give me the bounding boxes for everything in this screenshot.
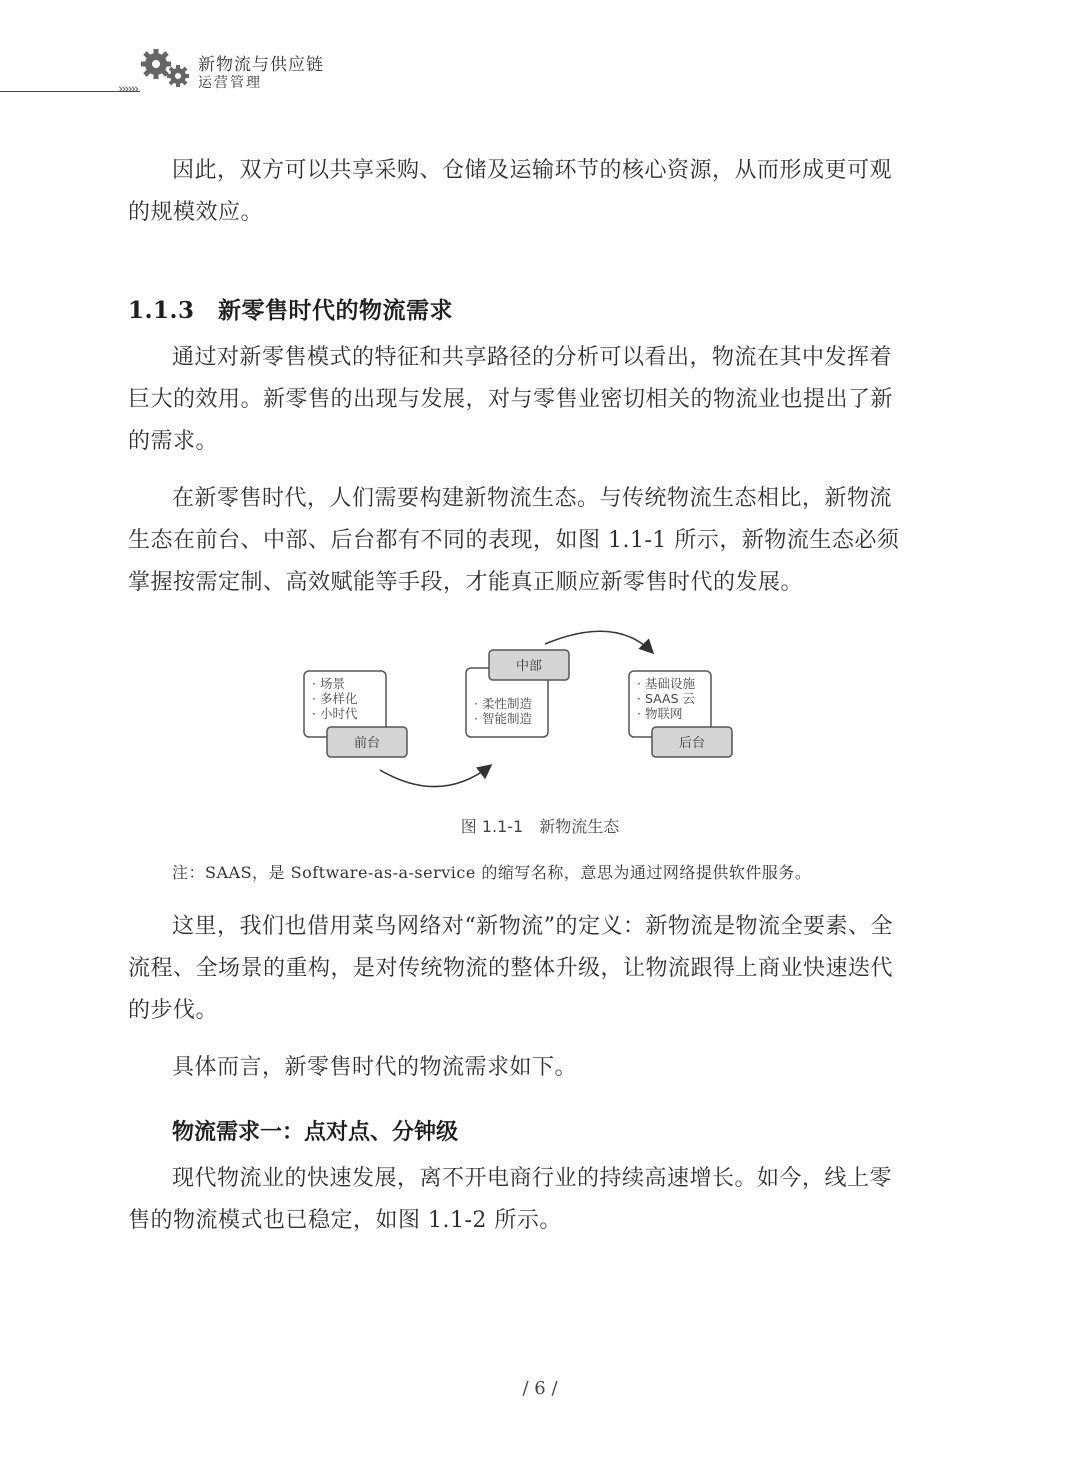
new-logistics-ecosystem-diagram: [290, 620, 760, 800]
arrow-chevrons-icon: ››››››: [118, 82, 138, 97]
paragraph-3: 在新零售时代，人们需要构建新物流生态。与传统物流生态相比，新物流生态在前台、中部、后台都有不同的表现，如图 1.1-1 所示，新物流生态必须掌握按需定制、高效赋能等手段，才能真正顺应新零售时代的发展。: [128, 486, 900, 595]
figure-caption: 图 1.1-1 新物流生态: [460, 817, 620, 836]
back-item-1: · 基础设施: [637, 676, 695, 691]
front-group: [304, 671, 407, 757]
middle-group: [466, 650, 569, 737]
paragraph-1: 因此，双方可以共享采购、仓储及运输环节的核心资源，从而形成更可观的规模效应。: [128, 158, 893, 225]
page-number: / 6 /: [522, 1378, 558, 1399]
arrow-front-to-middle: [380, 766, 490, 787]
front-item-1: · 场景: [312, 676, 345, 691]
arrow-middle-to-back: [545, 631, 652, 652]
middle-label: 中部: [515, 659, 543, 674]
gears-icon: [138, 46, 194, 94]
paragraph-6: 现代物流业的快速发展，离不开电商行业的持续高速增长。如今，线上零售的物流模式也已稳定，如图 1.1-2 所示。: [128, 1166, 893, 1233]
running-header: [0, 36, 420, 96]
front-item-2: · 多样化: [312, 691, 358, 706]
paragraph-5: 具体而言，新零售时代的物流需求如下。: [172, 1055, 578, 1080]
middle-item-1: · 柔性制造: [474, 696, 532, 711]
subheading-requirement-1: 物流需求一：点对点、分钟级: [172, 1119, 459, 1145]
paragraph-4: 这里，我们也借用菜鸟网络对“新物流”的定义：新物流是物流全要素、全流程、全场景的重构，是对传统物流的整体升级，让物流跟得上商业快速迭代的步伐。: [128, 914, 894, 1023]
section-heading: 1.1.3 新零售时代的物流需求: [128, 297, 454, 324]
paragraph-2: 通过对新零售模式的特征和共享路径的分析可以看出，物流在其中发挥着巨大的效用。新零售的出现与发展，对与零售业密切相关的物流业也提出了新的需求。: [128, 345, 894, 454]
header-title: 新物流与供应链: [198, 55, 324, 75]
header-subtitle: 运营管理: [198, 75, 262, 91]
back-group: [629, 671, 732, 757]
figure-note: 注：SAAS，是 Software-as-a-service 的缩写名称，意思为通过网络提供软件服务。: [172, 863, 812, 882]
back-label: 后台: [678, 736, 706, 751]
back-item-2: · SAAS 云: [637, 691, 695, 706]
back-item-3: · 物联网: [637, 706, 683, 721]
front-label: 前台: [353, 736, 381, 751]
front-item-3: · 小时代: [312, 706, 358, 721]
middle-item-2: · 智能制造: [474, 711, 532, 726]
